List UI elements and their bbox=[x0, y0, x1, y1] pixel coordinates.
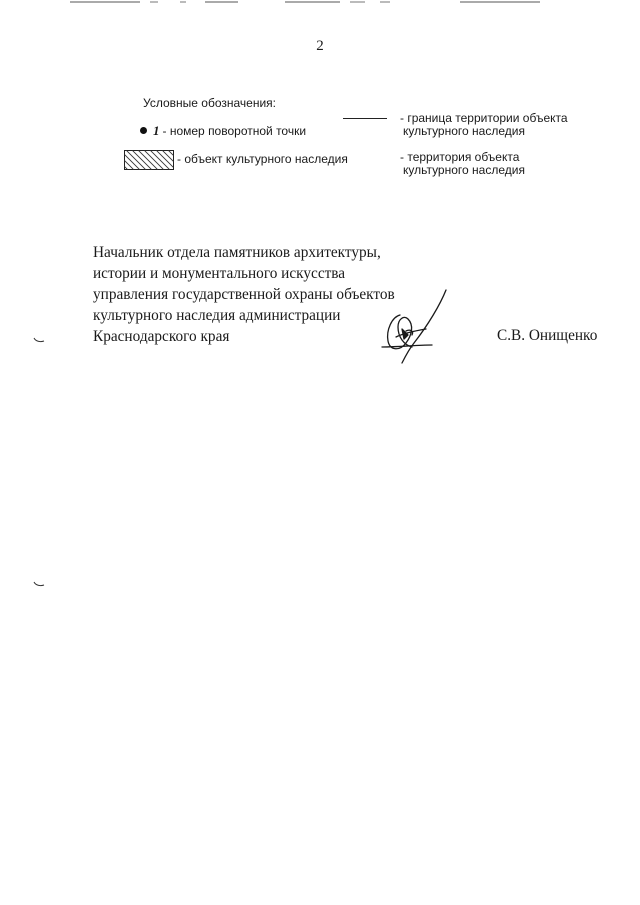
legend-turning-point bbox=[140, 124, 306, 138]
legend-territory bbox=[400, 151, 525, 177]
handwritten-signature bbox=[370, 285, 460, 370]
signatory-name: С.В. Онищенко bbox=[497, 327, 598, 344]
position-line: Начальник отдела памятников архитектуры, bbox=[93, 244, 381, 261]
legend-territory-boundary bbox=[343, 112, 568, 138]
margin-mark bbox=[33, 580, 45, 588]
position-line: Краснодарского края bbox=[93, 328, 230, 345]
legend-heritage-object bbox=[124, 150, 348, 170]
point-number: 1 bbox=[153, 123, 160, 138]
hatch-pattern-icon bbox=[124, 150, 174, 170]
position-line: истории и монументального искусства bbox=[93, 265, 346, 282]
heritage-object-label: - объект культурного наследия bbox=[177, 152, 348, 167]
position-line: управления государственной охраны объектов bbox=[93, 286, 395, 303]
dot-icon bbox=[140, 127, 147, 134]
page-number: 2 bbox=[316, 38, 324, 54]
territory-label-line1: - территория объекта bbox=[400, 150, 520, 164]
boundary-label-line1: - граница территории объекта bbox=[400, 111, 568, 125]
scan-edge-lines bbox=[0, 0, 640, 10]
signatory-position bbox=[93, 242, 395, 347]
turning-point-label: - номер поворотной точки bbox=[162, 124, 307, 138]
boundary-label-line2: культурного наследия bbox=[403, 124, 525, 138]
margin-mark bbox=[33, 336, 45, 344]
legend-title: Условные обозначения: bbox=[143, 96, 276, 110]
territory-label-line2: культурного наследия bbox=[403, 163, 525, 177]
position-line: культурного наследия администрации bbox=[93, 307, 341, 324]
boundary-line-icon bbox=[343, 118, 387, 119]
